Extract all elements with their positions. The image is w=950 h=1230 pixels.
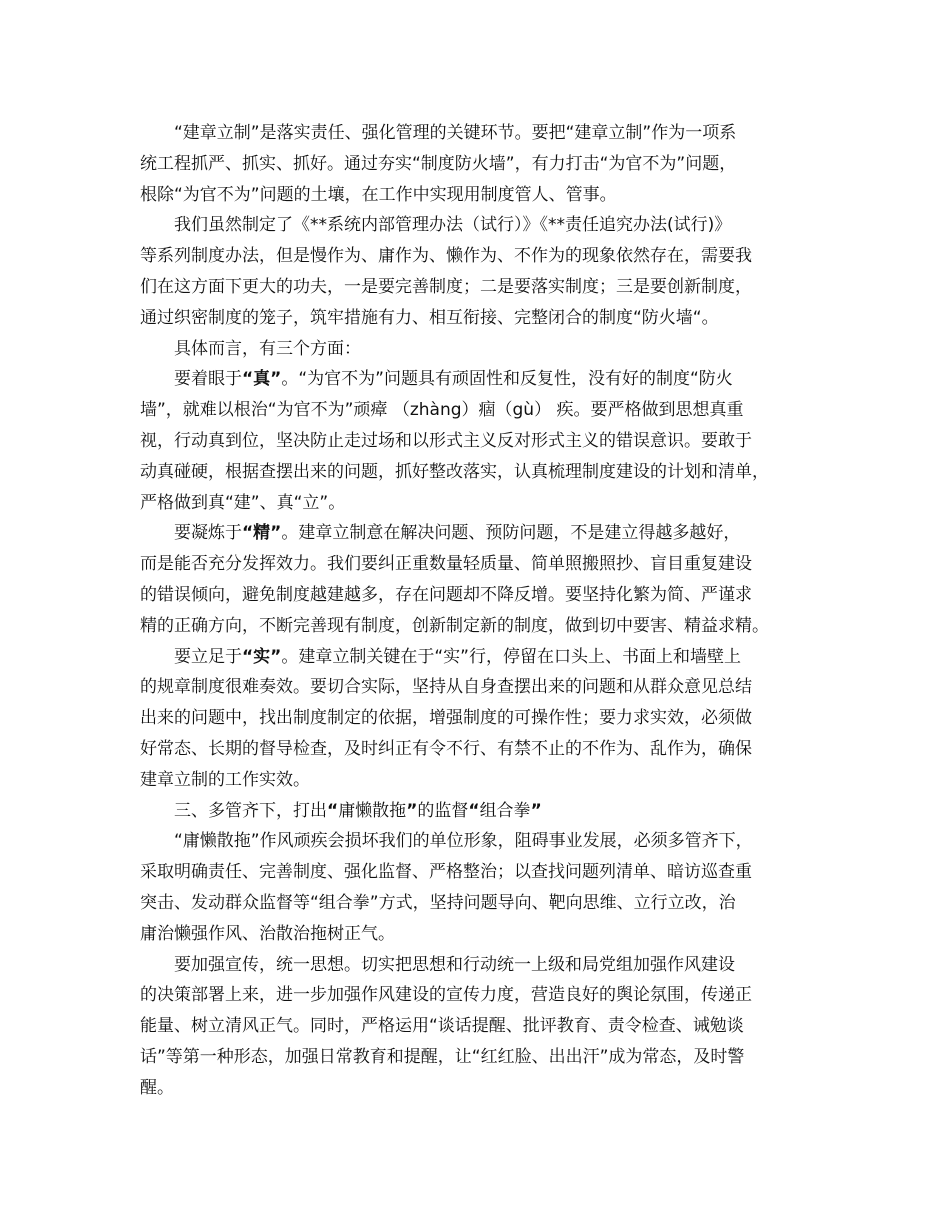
text-segment: 采取明确责任、完善制度、强化监督、严格整治；以查找问题列清单、暗访巡查重 — [140, 862, 752, 883]
text-line — [140, 334, 830, 365]
text-segment: 建章立制的工作实效。 — [140, 769, 310, 790]
bold-text-segment: ” — [530, 800, 542, 821]
text-segment: 具体而言，有三个方面： — [174, 338, 361, 359]
text-segment: 三、多管齐下，打出 — [174, 800, 327, 821]
text-line — [140, 672, 830, 703]
text-segment: 要加强宣传，统一思想。切实把思想和行动统一上级和局党组加强作风建设 — [174, 954, 735, 975]
text-line — [140, 919, 830, 950]
text-segment: 要立足于 — [174, 646, 242, 667]
text-segment: 墙”，就难以根治“为官不为”顽瘴 （zhàng）痼（gù） 疾。要严格做到思想真重 — [140, 400, 744, 421]
text-segment: 精的正确方向，不断完善现有制度，创新制定新的制度，做到切中要害、精益求精。 — [140, 615, 769, 636]
text-segment: 能量、树立清风正气。同时，严格运用“谈话提醒、批评教育、责令检查、诫勉谈 — [140, 1016, 744, 1037]
text-segment: 。建章立制意在解决问题、预防问题，不是建立得越多越好， — [281, 523, 741, 544]
text-line — [140, 826, 830, 857]
text-line — [140, 549, 830, 580]
text-line — [140, 980, 830, 1011]
text-segment: 庸治懒强作风、治散治拖树正气。 — [140, 923, 395, 944]
text-segment: 的规章制度很难奏效。要切合实际，坚持从自身查摆出来的问题和从群众意见总结 — [140, 677, 752, 698]
text-line — [140, 457, 830, 488]
text-line — [140, 210, 830, 241]
bold-text-segment: “真” — [242, 369, 282, 390]
bold-text-segment: “精” — [242, 523, 282, 544]
text-line — [140, 642, 830, 673]
text-segment: 组合拳 — [479, 800, 531, 821]
text-line — [140, 118, 830, 149]
text-line — [140, 488, 830, 519]
text-segment: “建章立制”是落实责任、强化管理的关键环节。要把“建章立制”作为一项系 — [174, 123, 737, 143]
text-line — [140, 180, 830, 211]
text-line — [140, 518, 830, 549]
text-segment: 。建章立制关键在于“实”行，停留在口头上、书面上和墙壁上 — [281, 646, 741, 667]
text-line — [140, 149, 830, 180]
text-line — [140, 765, 830, 796]
text-segment: 庸懒散拖 — [338, 800, 407, 821]
text-segment: 的错误倾向，避免制度越建越多，存在问题却不降反增。要坚持化繁为简、严谨求 — [140, 584, 752, 605]
text-segment: 话”等第一种形态，加强日常教育和提醒，让“红红脸、出出汗”成为常态，及时警 — [140, 1046, 745, 1067]
text-segment: “庸懒散拖”作风顽疾会损坏我们的单位形象，阻碍事业发展，必须多管齐下， — [174, 831, 753, 852]
bold-text-segment: “ — [468, 800, 480, 821]
text-line — [140, 364, 830, 395]
text-line — [140, 703, 830, 734]
text-segment: 统工程抓严、抓实、抓好。通过夯实“制度防火墙”，有力打击“为官不为”问题， — [140, 153, 737, 174]
text-segment: 根除“为官不为”问题的土壤，在工作中实现用制度管人、管事。 — [140, 184, 617, 205]
text-segment: 严格做到真“建”、真“立”。 — [140, 492, 346, 513]
text-segment: 通过织密制度的笼子，筑牢措施有力、相互衔接、完整闭合的制度“防火墙“。 — [140, 307, 719, 328]
text-line — [140, 1073, 830, 1104]
text-line — [140, 580, 830, 611]
text-segment: 的监督 — [417, 800, 469, 821]
text-line — [140, 272, 830, 303]
text-line — [140, 426, 830, 457]
text-line — [140, 611, 830, 642]
text-segment: 的决策部署上来，进一步加强作风建设的宣传力度，营造良好的舆论氛围，传递正 — [140, 985, 752, 1006]
text-segment: 要凝炼于 — [174, 523, 242, 544]
text-segment: 出来的问题中，找出制度制定的依据，增强制度的可操作性；要力求实效，必须做 — [140, 708, 752, 729]
text-line — [140, 950, 830, 981]
text-segment: 。“为官不为”问题具有顽固性和反复性，没有好的制度“防火 — [281, 369, 733, 390]
text-segment: 动真碰硬，根据查摆出来的问题，抓好整改落实，认真梳理制度建设的计划和清单， — [140, 461, 769, 482]
text-line — [140, 241, 830, 272]
bold-text-segment: “ — [327, 800, 339, 821]
text-segment: 而是能否充分发挥效力。我们要纠正重数量轻质量、简单照搬照抄、盲目重复建设 — [140, 554, 752, 575]
text-line — [140, 796, 830, 827]
text-segment: 醒。 — [140, 1077, 174, 1098]
text-segment: 视，行动真到位，坚决防止走过场和以形式主义反对形式主义的错误意识。要敢于 — [140, 430, 752, 451]
bold-text-segment: ” — [406, 800, 418, 821]
text-line — [140, 395, 830, 426]
text-segment: 我们虽然制定了《**系统内部管理办法（试行）》《**责任追究办法(试行)》 — [174, 215, 732, 236]
text-segment: 好常态、长期的督导检查，及时纠正有令不行、有禁不止的不作为、乱作为，确保 — [140, 738, 752, 759]
text-segment: 等系列制度办法，但是慢作为、庸作为、懒作为、不作为的现象依然存在，需要我 — [140, 246, 752, 267]
text-line — [140, 857, 830, 888]
document-body — [140, 118, 830, 1104]
text-line — [140, 1042, 830, 1073]
text-segment: 们在这方面下更大的功夫，一是要完善制度；二是要落实制度；三是要创新制度， — [140, 276, 752, 297]
text-line — [140, 888, 830, 919]
text-line — [140, 1011, 830, 1042]
text-segment: 突击、发动群众监督等“组合拳”方式，坚持问题导向、靶向思维、立行立改，治 — [140, 892, 736, 913]
bold-text-segment: “实” — [242, 646, 282, 667]
text-line — [140, 303, 830, 334]
text-line — [140, 734, 830, 765]
text-segment: 要着眼于 — [174, 369, 242, 390]
